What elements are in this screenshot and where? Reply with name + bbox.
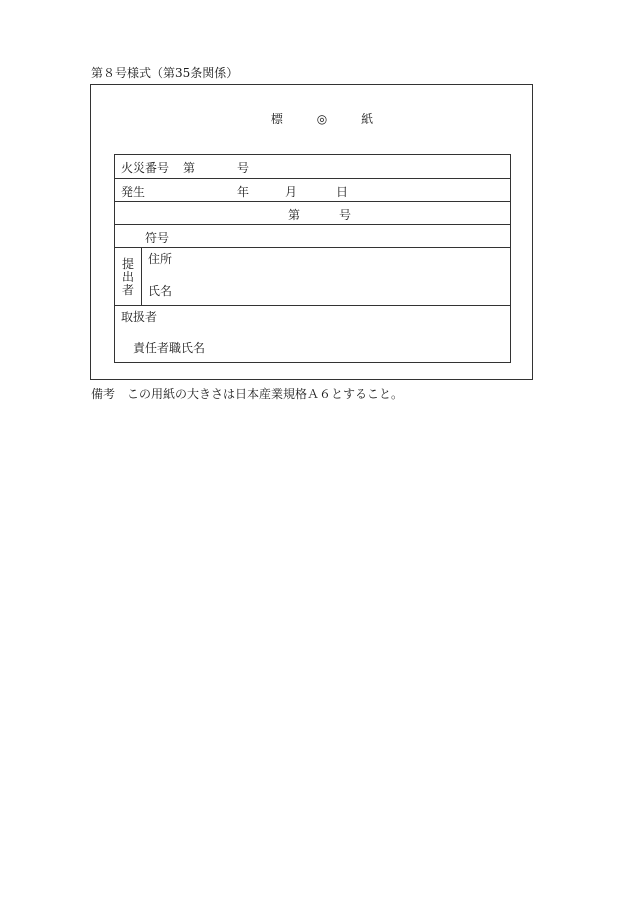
submitter-label: 提出者 — [122, 257, 135, 297]
info-table — [114, 154, 511, 363]
submitter-column — [115, 248, 142, 305]
symbol-label: 符号 — [145, 231, 170, 245]
address-label: 住所 — [148, 252, 173, 266]
document-title — [0, 110, 630, 127]
title-char-1: 標 — [270, 112, 283, 126]
fire-number-go: 号 — [237, 161, 250, 175]
fire-number-row — [115, 155, 510, 179]
occurrence-row — [115, 179, 510, 202]
submitter-row — [115, 248, 510, 306]
number-go: 号 — [339, 208, 352, 222]
remark-note: 備考 この用紙の大きさは日本産業規格Ａ６とすること。 — [91, 387, 404, 401]
symbol-row — [115, 225, 510, 248]
occurrence-day: 日 — [336, 185, 349, 199]
occurrence-label: 発生 — [121, 185, 146, 199]
occurrence-year: 年 — [237, 185, 250, 199]
number-row — [115, 202, 510, 225]
form-heading: 第８号様式（第35条関係） — [91, 66, 239, 80]
occurrence-month: 月 — [285, 185, 298, 199]
handler-row — [115, 306, 510, 362]
fire-number-dai: 第 — [183, 161, 196, 175]
name-label: 氏名 — [148, 284, 173, 298]
title-char-3: 紙 — [361, 112, 374, 126]
handler-label: 取扱者 — [121, 310, 158, 324]
responsible-label: 責任者職氏名 — [133, 341, 206, 355]
fire-number-label: 火災番号 — [121, 161, 170, 175]
number-dai: 第 — [288, 208, 301, 222]
title-char-2: ◎ — [316, 112, 328, 126]
